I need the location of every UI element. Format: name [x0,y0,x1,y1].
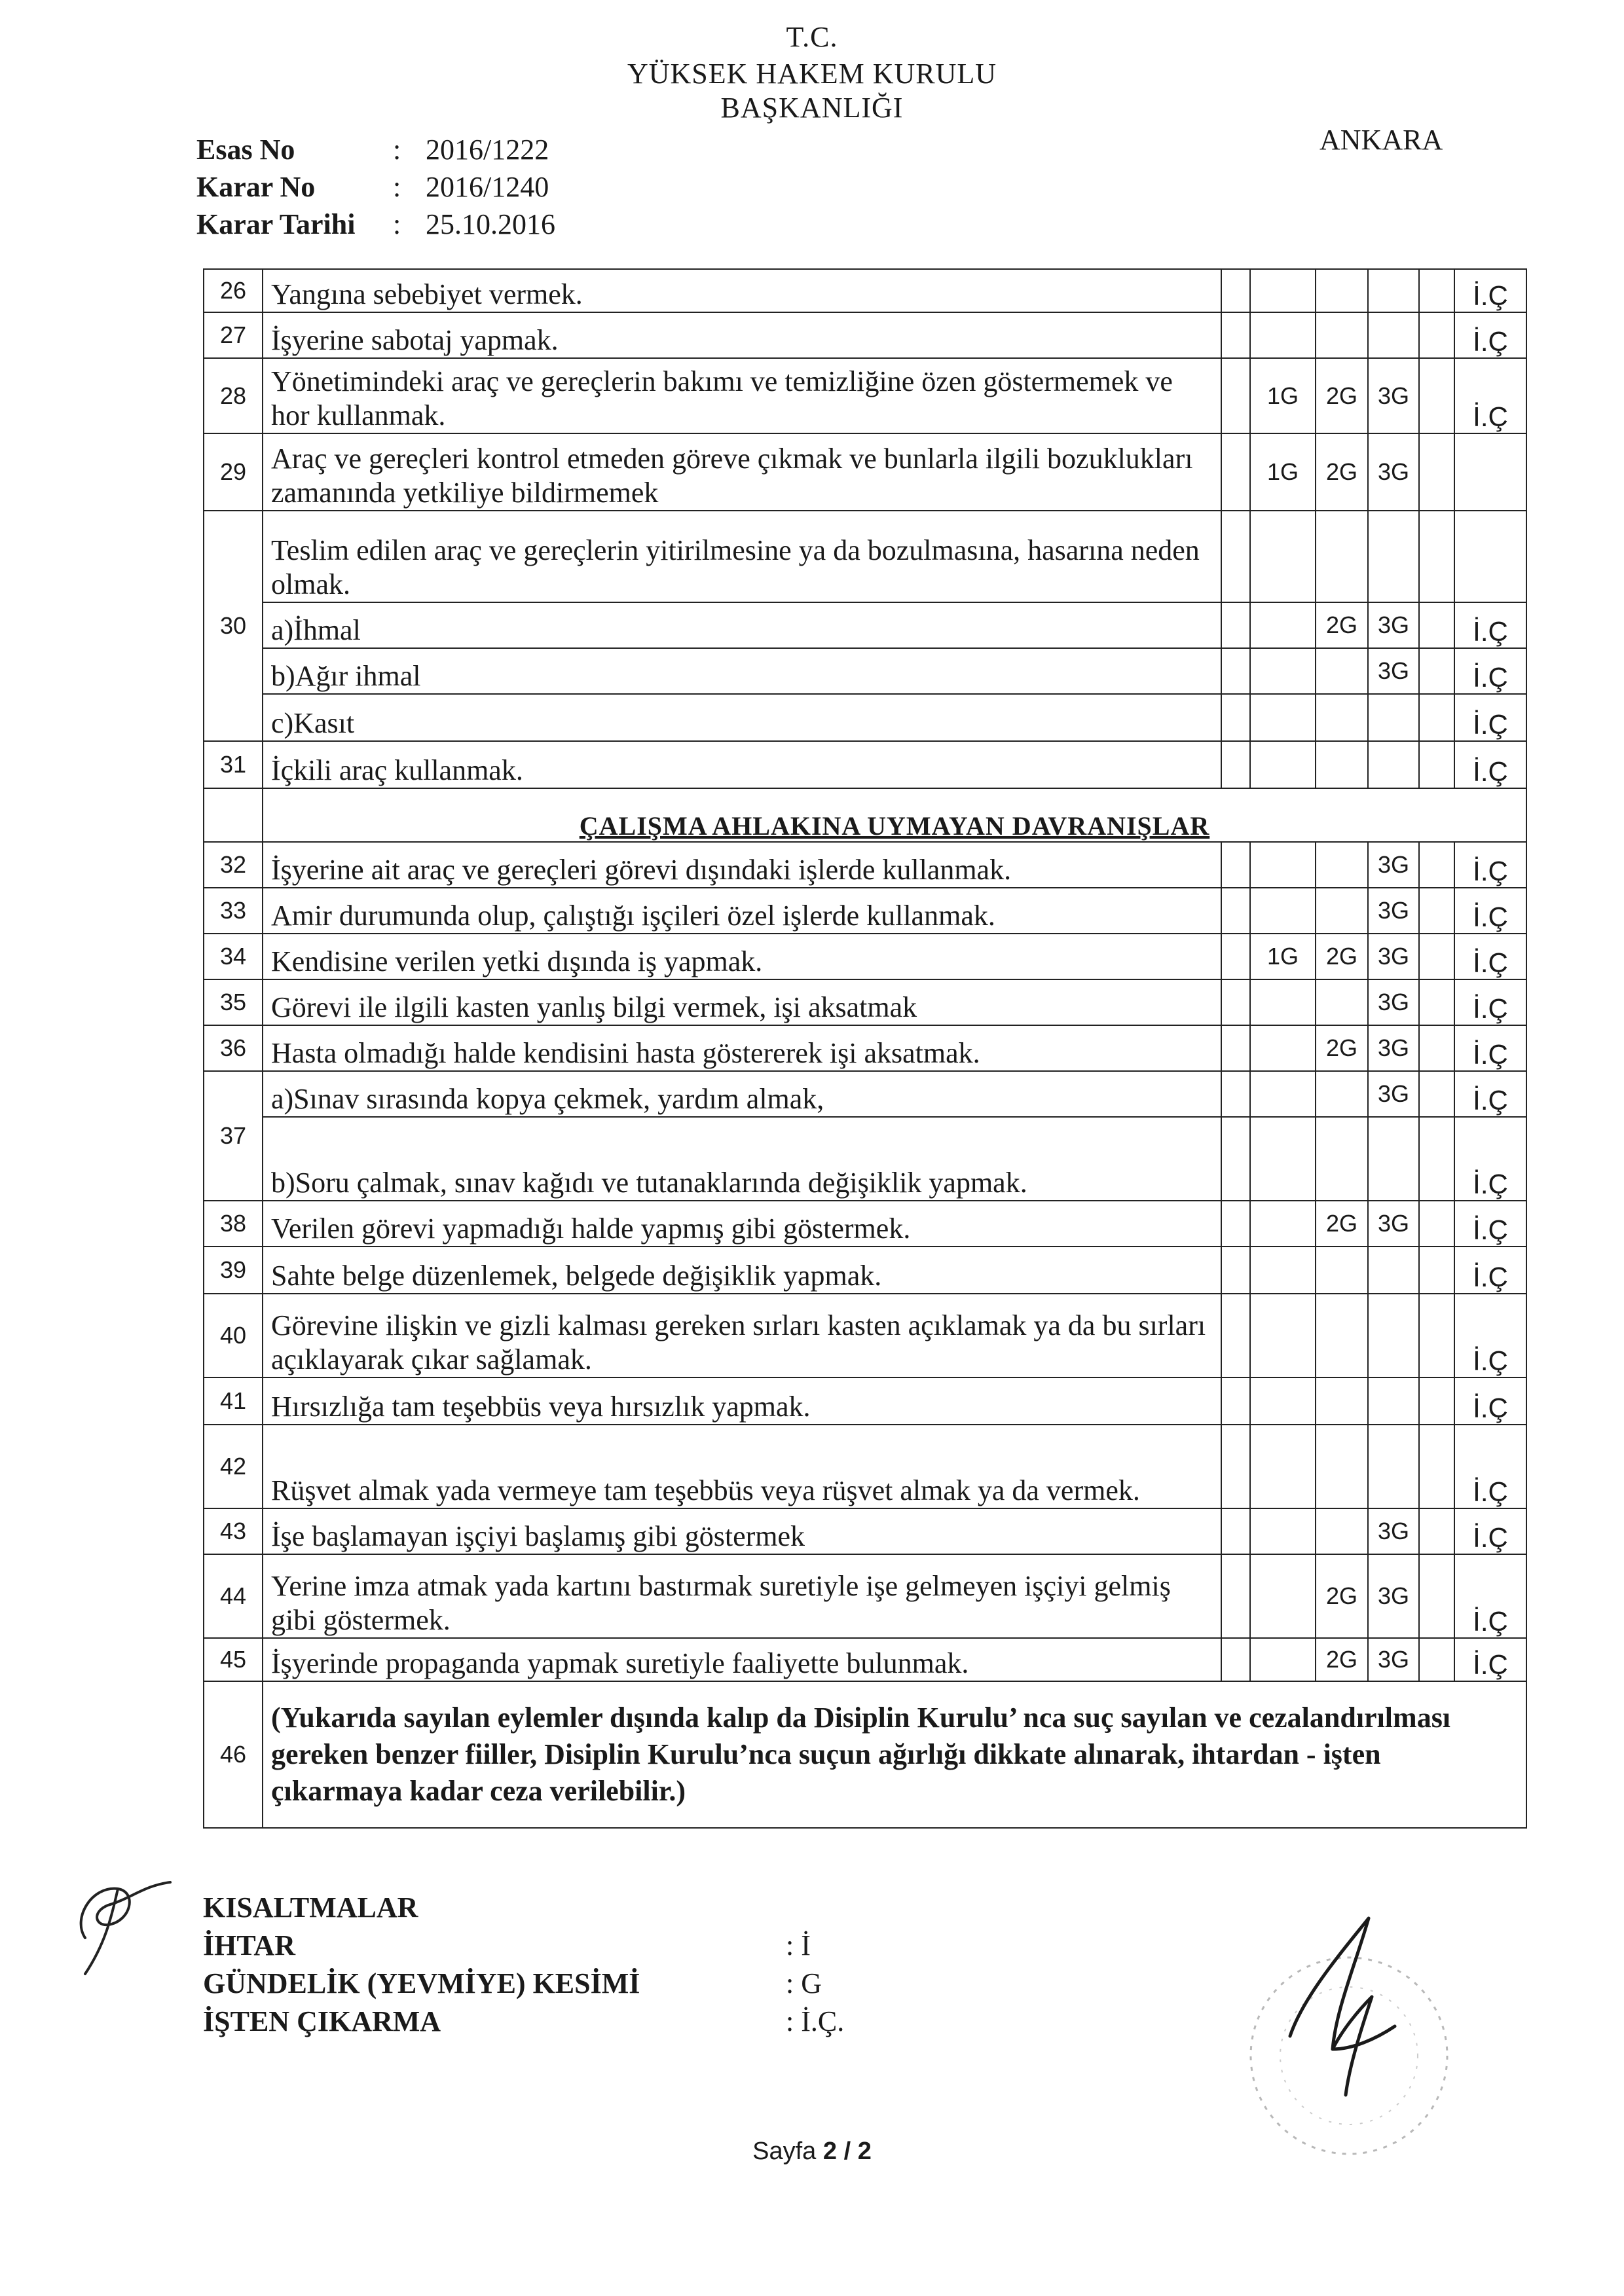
penalty-dismissal: İ.Ç [1454,1638,1526,1681]
row-number: 39 [204,1247,263,1294]
row-text: İşe başlamayan işçiyi başlamış gibi göstermek [263,1508,1221,1554]
empty-cell [1221,648,1250,694]
row-number: 28 [204,358,263,433]
row-number: 40 [204,1294,263,1377]
header-tc: T.C. [786,21,838,53]
penalty-dismissal: İ.Ç [1454,1117,1526,1201]
row-number: 33 [204,888,263,934]
penalty-3g [1368,1377,1419,1425]
row-text: Amir durumunda olup, çalıştığı işçileri özel işlerde kullanmak. [263,888,1221,934]
penalty-3g [1368,312,1419,358]
table-row [204,1201,1526,1247]
empty-cell [1221,741,1250,788]
penalty-2g [1316,1377,1368,1425]
row-text: Rüşvet almak yada vermeye tam teşebbüs veya rüşvet almak ya da vermek. [263,1425,1221,1508]
penalty-extra [1419,842,1454,888]
penalty-2g [1316,1071,1368,1117]
penalty-extra [1419,934,1454,979]
penalty-2g [1316,842,1368,888]
row-number: 32 [204,842,263,888]
abbreviation-value: : G [786,1967,822,1999]
abbreviation-item [203,1965,982,2003]
penalty-1g [1250,1377,1316,1425]
empty-cell [1221,979,1250,1025]
penalty-3g: 3G [1368,842,1419,888]
empty-cell [1221,1025,1250,1071]
row-text: b)Ağır ihmal [263,648,1221,694]
penalty-1g [1250,842,1316,888]
row-number: 34 [204,934,263,979]
penalty-1g [1250,269,1316,312]
penalty-dismissal: İ.Ç [1454,888,1526,934]
empty-cell [1221,1247,1250,1294]
empty-cell [1221,269,1250,312]
penalty-dismissal: İ.Ç [1454,1247,1526,1294]
empty-cell [1221,312,1250,358]
city-label: ANKARA [1320,124,1443,156]
table-row [204,1508,1526,1554]
penalty-2g [1316,1117,1368,1201]
row-number: 37 [204,1071,263,1201]
table-row [204,1425,1526,1508]
empty-cell [1221,1508,1250,1554]
penalty-1g [1250,1554,1316,1638]
meta-label: Karar Tarihi [196,208,356,240]
row-text: İşyerine sabotaj yapmak. [263,312,1221,358]
penalty-dismissal: İ.Ç [1454,1554,1526,1638]
penalty-dismissal: İ.Ç [1454,1294,1526,1377]
table-row [204,842,1526,888]
table-row [204,1554,1526,1638]
abbreviation-key: GÜNDELİK (YEVMİYE) KESİMİ [203,1967,640,1999]
row-text: Verilen görevi yapmadığı halde yapmış gibi göstermek. [263,1201,1221,1247]
initials-signature [46,1859,177,1977]
penalty-1g [1250,979,1316,1025]
row-text: Görevine ilişkin ve gizli kalması gereken sırları kasten açıklamak ya da bu sırları açıklayarak çıkar sağlamak. [263,1294,1221,1377]
meta-colon: : [393,134,401,166]
row-text: Görevi ile ilgili kasten yanlış bilgi vermek, işi aksatmak [263,979,1221,1025]
penalty-extra [1419,358,1454,433]
page-current: 2 [822,2138,838,2165]
empty-cell [1221,511,1250,602]
penalty-1g [1250,1508,1316,1554]
penalty-3g [1368,1117,1419,1201]
row-number: 27 [204,312,263,358]
abbreviation-item [203,1927,982,1965]
table-subrow [204,648,1526,694]
penalty-3g: 3G [1368,1201,1419,1247]
penalty-3g [1368,1425,1419,1508]
abbreviation-key: İHTAR [203,1929,295,1961]
penalty-dismissal: İ.Ç [1454,979,1526,1025]
abbreviations-title: KISALTMALAR [203,1891,418,1923]
penalty-1g: 1G [1250,433,1316,511]
penalty-extra [1419,1294,1454,1377]
penalty-3g [1368,694,1419,741]
meta-value: 25.10.2016 [426,208,555,240]
row-text: a)İhmal [263,602,1221,648]
penalty-1g [1250,888,1316,934]
penalty-extra [1419,433,1454,511]
penalty-2g: 2G [1316,1201,1368,1247]
empty-cell [1221,1638,1250,1681]
row-text: Yönetimindeki araç ve gereçlerin bakımı ve temizliğine özen göstermemek ve hor kullanmak. [263,358,1221,433]
abbreviations-block [203,1889,982,2041]
penalty-3g [1368,1247,1419,1294]
section-title: ÇALIŞMA AHLAKINA UYMAYAN DAVRANIŞLAR [263,788,1526,842]
page-number [0,2138,1624,2166]
table-row [204,269,1526,312]
table-row [204,1638,1526,1681]
decision-number-row [196,168,555,206]
penalty-1g [1250,741,1316,788]
table-subrow [204,694,1526,741]
penalty-2g [1316,694,1368,741]
penalty-dismissal: İ.Ç [1454,1508,1526,1554]
penalty-3g: 3G [1368,1554,1419,1638]
penalty-1g [1250,1025,1316,1071]
table-row [204,1247,1526,1294]
empty-cell [1221,1294,1250,1377]
header-presidency: BAŞKANLIĞI [720,92,904,124]
penalty-3g: 3G [1368,358,1419,433]
empty-cell [1221,694,1250,741]
penalty-extra [1419,1071,1454,1117]
penalty-2g [1316,888,1368,934]
row-number: 42 [204,1425,263,1508]
row-text: Yangına sebebiyet vermek. [263,269,1221,312]
penalty-extra [1419,1638,1454,1681]
case-number-row [196,131,555,168]
penalty-extra [1419,979,1454,1025]
penalty-3g [1368,1294,1419,1377]
closing-clause: (Yukarıda sayılan eylemler dışında kalıp da Disiplin Kurulu’ nca suç sayılan ve cezalandırılması gereken benzer fiiller, Disiplin Kurulu’nca suçun ağırlığı dikkate alınarak, ihtardan - işten çıkarmaya kadar ceza verilebilir.) [263,1681,1526,1828]
abbreviation-value: : İ [786,1929,811,1961]
row-text: a)Sınav sırasında kopya çekmek, yardım almak, [263,1071,1221,1117]
penalty-1g [1250,312,1316,358]
penalty-extra [1419,602,1454,648]
row-number: 30 [204,511,263,741]
penalty-dismissal: İ.Ç [1454,358,1526,433]
table-subrow [204,602,1526,648]
discipline-table [203,268,1527,1829]
penalty-extra [1419,269,1454,312]
penalty-1g [1250,1117,1316,1201]
penalty-2g [1316,312,1368,358]
penalty-1g [1250,1425,1316,1508]
penalty-2g: 2G [1316,602,1368,648]
table-row [204,358,1526,433]
penalty-2g [1316,1294,1368,1377]
penalty-3g: 3G [1368,1025,1419,1071]
penalty-2g: 2G [1316,1554,1368,1638]
empty-cell [1221,1071,1250,1117]
penalty-1g [1250,1201,1316,1247]
penalty-2g: 2G [1316,1025,1368,1071]
penalty-3g: 3G [1368,979,1419,1025]
empty-cell [1221,842,1250,888]
penalty-2g [1316,1508,1368,1554]
section-row [204,788,1526,842]
row-text: Hasta olmadığı halde kendisini hasta göstererek işi aksatmak. [263,1025,1221,1071]
row-number: 29 [204,433,263,511]
penalty-1g [1250,648,1316,694]
row-number: 36 [204,1025,263,1071]
empty-cell [1250,511,1316,602]
row-text: Teslim edilen araç ve gereçlerin yitirilmesine ya da bozulmasına, hasarına neden olmak. [263,511,1221,602]
penalty-extra [1419,1201,1454,1247]
abbreviation-value: : İ.Ç. [786,2005,845,2037]
penalty-3g: 3G [1368,433,1419,511]
penalty-1g [1250,1247,1316,1294]
row-text: Sahte belge düzenlemek, belgede değişiklik yapmak. [263,1247,1221,1294]
penalty-extra [1419,1508,1454,1554]
row-text: Kendisine verilen yetki dışında iş yapmak. [263,934,1221,979]
table-row [204,741,1526,788]
penalty-extra [1419,1025,1454,1071]
table-row [204,1681,1526,1828]
penalty-extra [1419,1117,1454,1201]
penalty-dismissal: İ.Ç [1454,1425,1526,1508]
penalty-dismissal [1454,433,1526,511]
empty-cell [1221,358,1250,433]
row-number: 38 [204,1201,263,1247]
penalty-extra [1419,1247,1454,1294]
meta-label: Esas No [196,134,295,166]
meta-value: 2016/1222 [426,134,549,166]
penalty-dismissal: İ.Ç [1454,1025,1526,1071]
penalty-extra [1419,648,1454,694]
row-number: 46 [204,1681,263,1828]
row-number: 26 [204,269,263,312]
empty-cell [204,788,263,842]
penalty-2g [1316,1247,1368,1294]
page-prefix: Sayfa [752,2138,823,2165]
row-number: 43 [204,1508,263,1554]
row-text: İşyerine ait araç ve gereçleri görevi dışındaki işlerde kullanmak. [263,842,1221,888]
table-row [204,511,1526,602]
penalty-1g [1250,694,1316,741]
empty-cell [1221,1425,1250,1508]
empty-cell [1221,934,1250,979]
empty-cell [1221,1117,1250,1201]
penalty-3g: 3G [1368,934,1419,979]
penalty-extra [1419,888,1454,934]
penalty-dismissal: İ.Ç [1454,312,1526,358]
penalty-extra [1419,741,1454,788]
row-text: Hırsızlığa tam teşebbüs veya hırsızlık yapmak. [263,1377,1221,1425]
row-text: Araç ve gereçleri kontrol etmeden göreve çıkmak ve bunlarla ilgili bozuklukları zamanında yetkiliye bildirmemek [263,433,1221,511]
decision-date-row [196,206,555,243]
penalty-3g: 3G [1368,648,1419,694]
empty-cell [1419,511,1454,602]
empty-cell [1454,511,1526,602]
table-row [204,1377,1526,1425]
row-text: b)Soru çalmak, sınav kağıdı ve tutanaklarında değişiklik yapmak. [263,1117,1221,1201]
table-row [204,1294,1526,1377]
penalty-3g [1368,269,1419,312]
case-metadata [196,131,555,243]
row-text: c)Kasıt [263,694,1221,741]
table-subrow [204,1117,1526,1201]
penalty-dismissal: İ.Ç [1454,1201,1526,1247]
row-text: İşyerinde propaganda yapmak suretiyle faaliyette bulunmak. [263,1638,1221,1681]
row-number: 44 [204,1554,263,1638]
penalty-extra [1419,312,1454,358]
meta-colon: : [393,171,401,203]
penalty-2g [1316,741,1368,788]
header-institution: YÜKSEK HAKEM KURULU [627,58,997,90]
penalty-dismissal: İ.Ç [1454,934,1526,979]
penalty-1g: 1G [1250,358,1316,433]
row-number: 41 [204,1377,263,1425]
penalty-dismissal: İ.Ç [1454,648,1526,694]
table-row [204,934,1526,979]
penalty-dismissal: İ.Ç [1454,269,1526,312]
penalty-2g: 2G [1316,934,1368,979]
penalty-3g: 3G [1368,1638,1419,1681]
row-text: İçkili araç kullanmak. [263,741,1221,788]
penalty-1g: 1G [1250,934,1316,979]
meta-value: 2016/1240 [426,171,549,203]
penalty-dismissal: İ.Ç [1454,741,1526,788]
empty-cell [1368,511,1419,602]
penalty-dismissal: İ.Ç [1454,694,1526,741]
empty-cell [1221,888,1250,934]
empty-cell [1221,1377,1250,1425]
penalty-1g [1250,1071,1316,1117]
penalty-3g: 3G [1368,602,1419,648]
page-separator: / [837,2138,858,2165]
meta-colon: : [393,208,401,240]
penalty-dismissal: İ.Ç [1454,842,1526,888]
penalty-2g [1316,979,1368,1025]
empty-cell [1221,1201,1250,1247]
penalty-3g: 3G [1368,1508,1419,1554]
row-text: Yerine imza atmak yada kartını bastırmak suretiyle işe gelmeyen işçiyi gelmiş gibi göstermek. [263,1554,1221,1638]
row-number: 31 [204,741,263,788]
penalty-2g [1316,269,1368,312]
penalty-2g: 2G [1316,433,1368,511]
table-row [204,433,1526,511]
penalty-extra [1419,694,1454,741]
penalty-dismissal: İ.Ç [1454,602,1526,648]
table-row [204,312,1526,358]
penalty-2g [1316,648,1368,694]
penalty-1g [1250,602,1316,648]
abbreviation-item [203,2003,982,2041]
penalty-2g: 2G [1316,358,1368,433]
table-row [204,979,1526,1025]
meta-label: Karar No [196,171,316,203]
row-number: 45 [204,1638,263,1681]
penalty-1g [1250,1294,1316,1377]
table-row [204,1025,1526,1071]
penalty-2g: 2G [1316,1638,1368,1681]
empty-cell [1316,511,1368,602]
empty-cell [1221,433,1250,511]
penalty-3g [1368,741,1419,788]
penalty-extra [1419,1554,1454,1638]
penalty-3g: 3G [1368,1071,1419,1117]
penalty-1g [1250,1638,1316,1681]
empty-cell [1221,602,1250,648]
abbreviation-key: İŞTEN ÇIKARMA [203,2005,441,2037]
table-subrow [204,1071,1526,1117]
penalty-dismissal: İ.Ç [1454,1377,1526,1425]
table-row [204,888,1526,934]
penalty-3g: 3G [1368,888,1419,934]
empty-cell [1221,1554,1250,1638]
penalty-extra [1419,1377,1454,1425]
row-number: 35 [204,979,263,1025]
penalty-extra [1419,1425,1454,1508]
penalty-dismissal: İ.Ç [1454,1071,1526,1117]
page-total: 2 [857,2138,872,2165]
penalty-2g [1316,1425,1368,1508]
